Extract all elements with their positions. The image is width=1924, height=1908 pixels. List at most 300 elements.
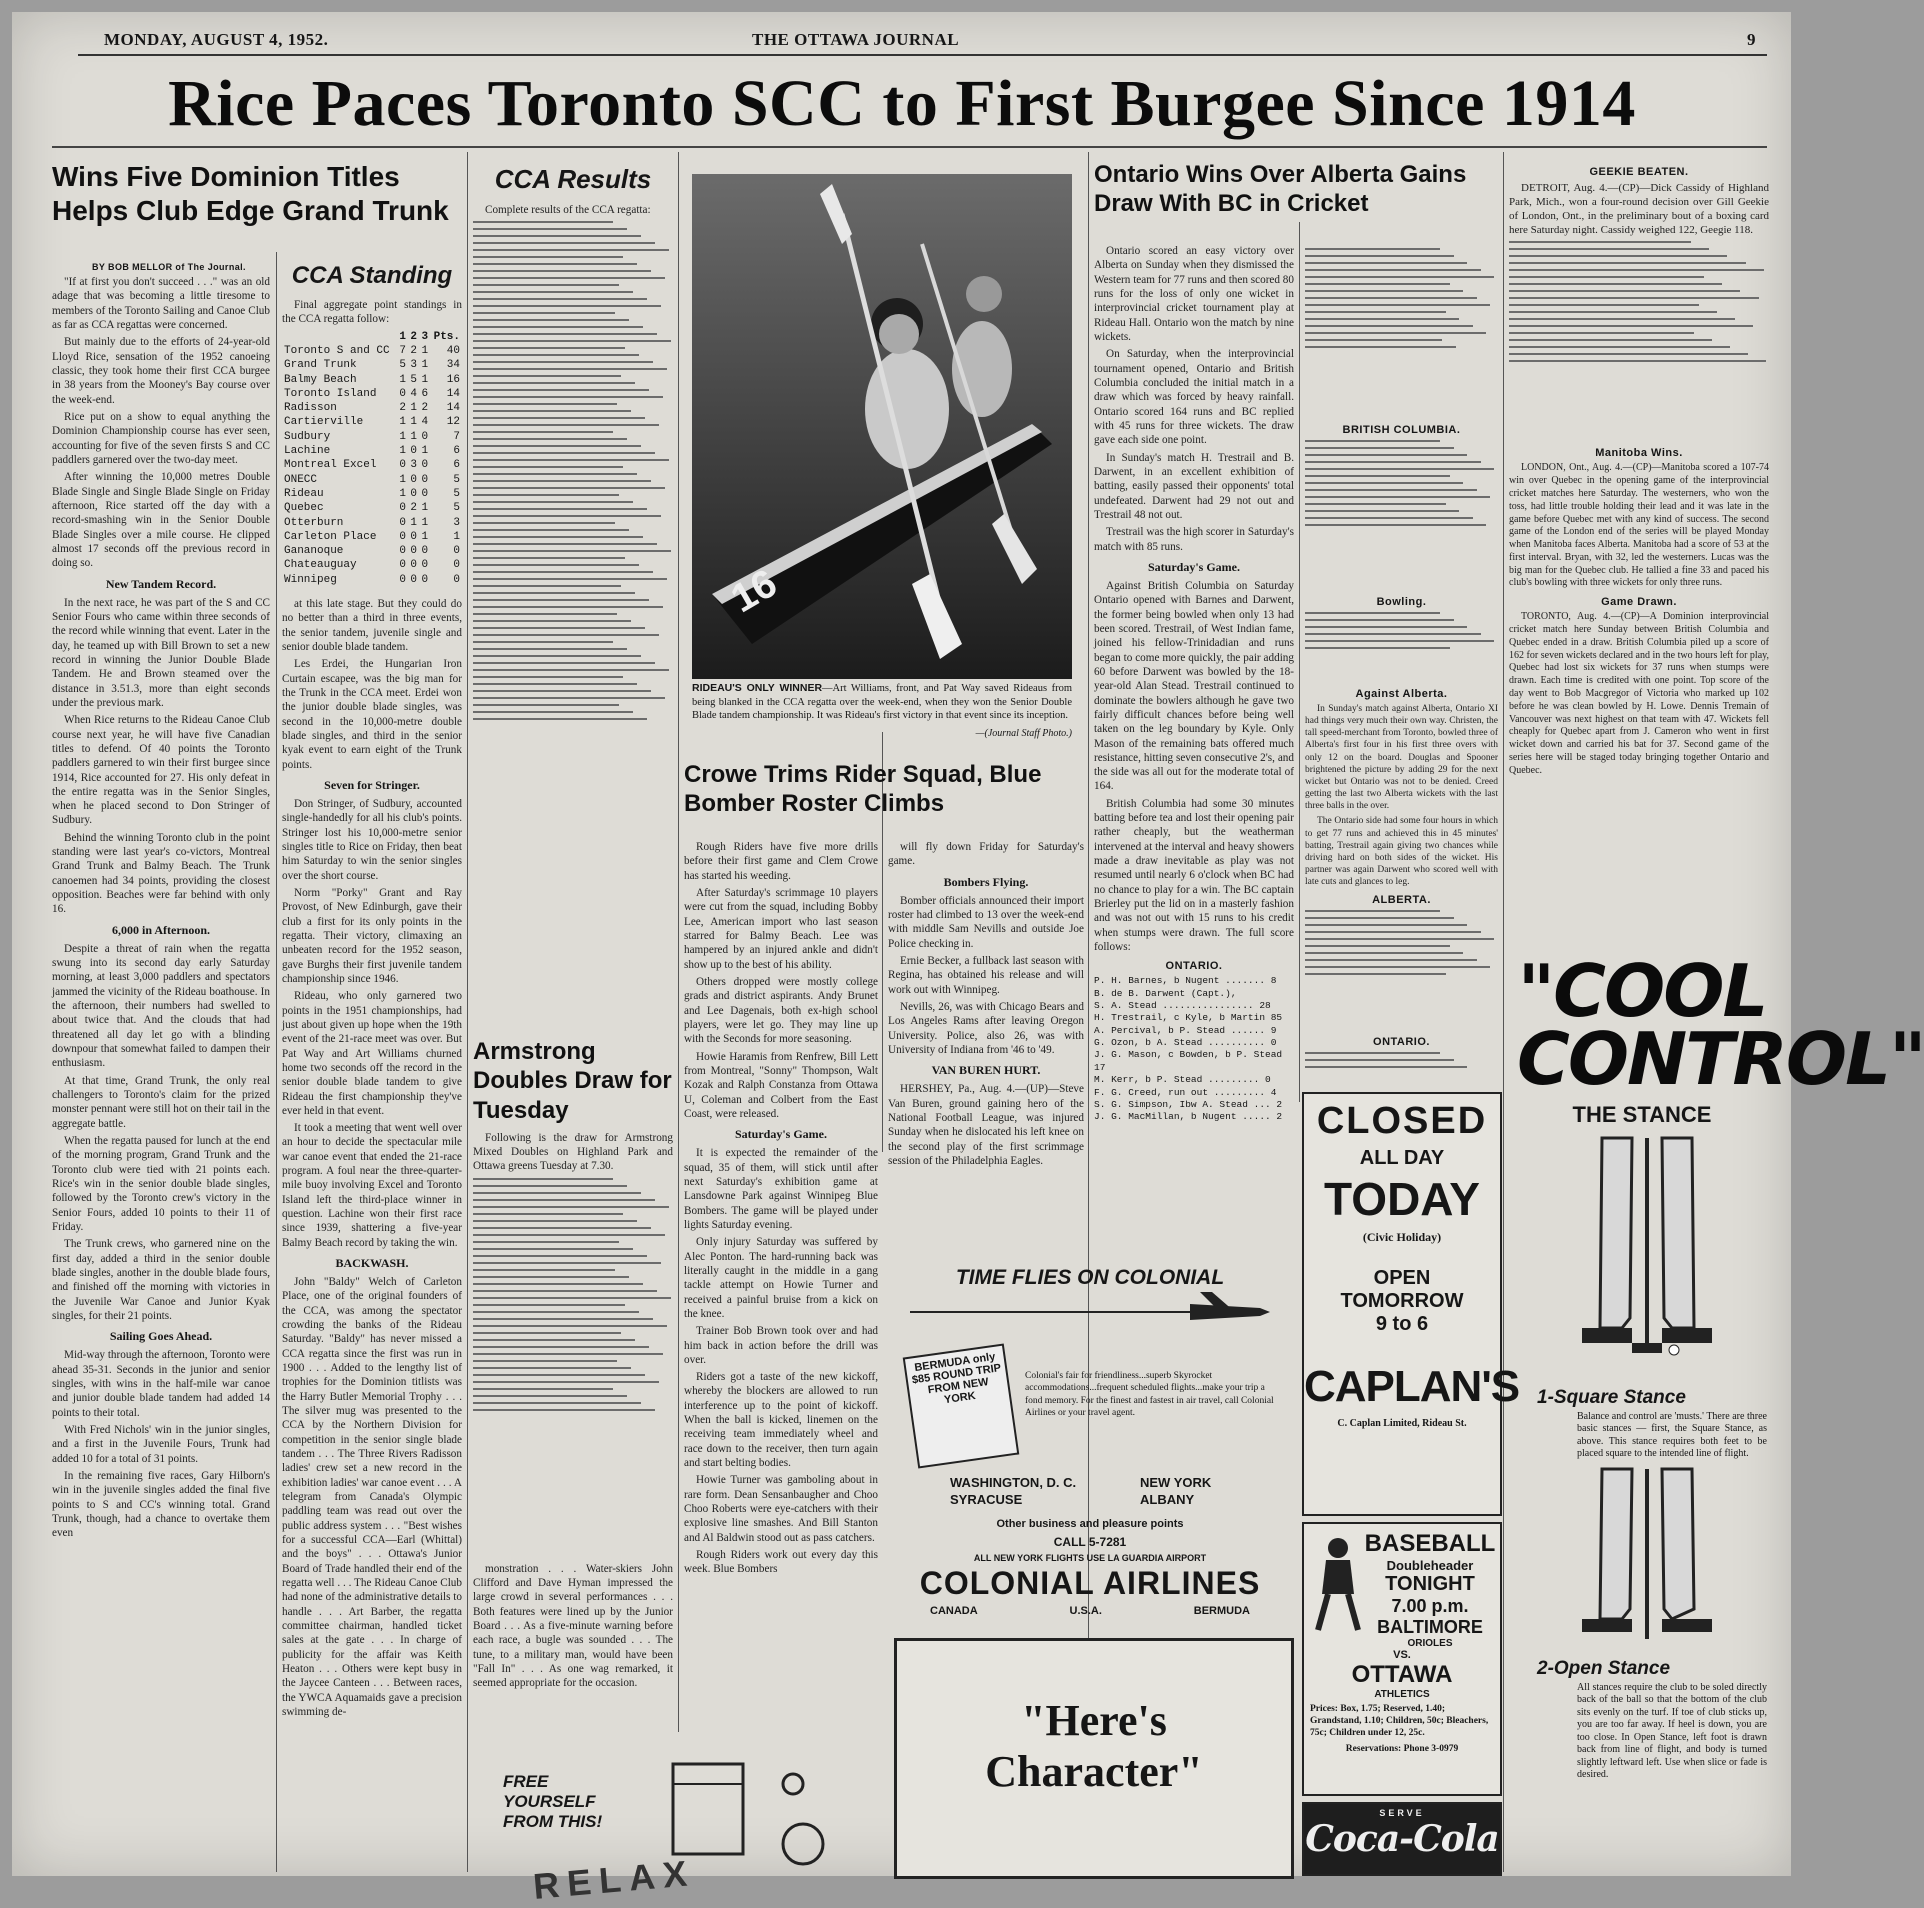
story-paragraph: With Fred Nichols' win in the junior singles, and a first in the Juvenile Fours, Trunk had added 10 for a total of 31 points. bbox=[52, 1423, 270, 1465]
standing-cell: Toronto Island bbox=[284, 387, 377, 400]
illegible-line bbox=[1305, 510, 1459, 512]
armstrong-intro: Following is the draw for Armstrong Mixed Doubles on Highland Park and Ottawa greens Tuesday at 7.30. bbox=[473, 1131, 673, 1173]
illegible-line bbox=[1509, 262, 1746, 264]
story-paragraph: Rideau, who only garnered two points in the 1951 championships, had just about given up hope when the 19th event of the 21-race meet was over. But Pat Way and Art Williams churned home two seconds off the record in the senior double blade tandem to give Rideau the first championship they've ever held in that event. bbox=[282, 990, 462, 1117]
illegible-line bbox=[1305, 468, 1494, 470]
results-headline: CCA Results bbox=[494, 164, 652, 194]
illegible-line bbox=[473, 389, 649, 391]
crowe-headline-block bbox=[684, 760, 1084, 835]
story-paragraph: Others dropped were mostly college grads and district aspirants. Andy Brunet and Lee Dagenais, both ex-high school players, were let go. They may line up with the Seconds for more seasoning. bbox=[684, 975, 878, 1046]
illegible-line bbox=[473, 305, 661, 307]
standing-cell: Grand Trunk bbox=[284, 359, 357, 372]
drawn-headline: Game Drawn. bbox=[1601, 596, 1677, 609]
standing-cell: 1 bbox=[399, 373, 406, 386]
manitoba-headline: Manitoba Wins. bbox=[1595, 447, 1683, 460]
standing-cell: Montreal Excel bbox=[284, 459, 377, 472]
stance-title: THE STANCE bbox=[1572, 1101, 1712, 1127]
standing-cell: 0 bbox=[410, 545, 418, 558]
standing-cell: 0 bbox=[399, 459, 406, 472]
scorecard-line: B. de B. Darwent (Capt.), bbox=[1094, 987, 1237, 999]
illegible-line bbox=[1305, 938, 1494, 940]
column-rule bbox=[467, 152, 468, 1872]
closed-text: CLOSED bbox=[1316, 1100, 1488, 1142]
illegible-line bbox=[1305, 269, 1481, 271]
standing-cell: 1 bbox=[410, 416, 418, 429]
illegible-line bbox=[1509, 290, 1740, 292]
standing-intro: Final aggregate point standings in the CCA regatta follow: bbox=[282, 299, 462, 326]
illegible-line bbox=[473, 277, 665, 279]
illegible-line bbox=[473, 284, 619, 286]
standing-cell: 1 bbox=[399, 487, 406, 500]
holiday-text: (Civic Holiday) bbox=[1362, 1230, 1442, 1244]
standing-cell: 0 bbox=[421, 459, 429, 472]
story-paragraph: Rice put on a show to equal anything the Dominion Championship course has ever seen, accounting for five of the seven firsts S and CC paddlers garnered over the two-day meet. bbox=[52, 410, 270, 466]
illegible-line bbox=[1305, 966, 1490, 968]
standing-cell: 3 bbox=[410, 459, 418, 472]
illegible-line bbox=[473, 515, 661, 517]
story-paragraph: Trainer Bob Brown took over and had him back in action before the drill was over. bbox=[684, 1325, 878, 1366]
standing-cell: 1 bbox=[421, 373, 429, 386]
armstrong-column bbox=[473, 1037, 673, 1737]
illegible-line bbox=[473, 522, 615, 524]
illegible-line bbox=[473, 1388, 613, 1390]
illegible-line bbox=[1305, 454, 1467, 456]
caption-text: —Art Williams, front, and Pat Way saved Rideaus from being blanked in the CCA regatta over the week-end, when they won the Senior Double Blade tandem championship. It was Rideau's first victory in that event since its inception. bbox=[692, 683, 1072, 722]
story-paragraph: Howie Turner was gamboling about in rare form. Dean Sensanbaugher and Choo Choo Roberts were eye-catchers with their explosive line smashes. And Bill Stanton and Al Baldwin stood out as pass catchers. bbox=[684, 1474, 878, 1544]
illegible-line bbox=[473, 648, 627, 650]
standing-cell: 0 bbox=[399, 387, 406, 400]
illegible-line bbox=[1305, 318, 1459, 320]
illegible-line bbox=[473, 599, 649, 601]
scorecard bbox=[1094, 975, 1294, 1123]
illegible-line bbox=[1305, 332, 1486, 334]
coca-cola-logo: Coca-Cola bbox=[1305, 1818, 1499, 1860]
illegible-line bbox=[1305, 304, 1490, 306]
illegible-line bbox=[1305, 1059, 1454, 1061]
illegible-line bbox=[473, 718, 647, 720]
scorecard-listing bbox=[1305, 440, 1498, 590]
results-listing bbox=[473, 221, 673, 720]
standing-cell: 0 bbox=[421, 487, 429, 500]
standing-cell: 1 bbox=[421, 445, 429, 458]
illegible-line bbox=[1509, 325, 1753, 327]
illegible-line bbox=[473, 606, 663, 608]
bc-header: BRITISH COLUMBIA. bbox=[1342, 424, 1461, 436]
subhead: Saturday's Game. bbox=[734, 1127, 827, 1142]
scorecard-listing bbox=[1509, 241, 1769, 441]
illegible-line bbox=[473, 1276, 629, 1278]
illegible-line bbox=[1305, 311, 1446, 313]
story-paragraph: Only injury Saturday was suffered by Alec Ponton. The hard-running back was literally caught in the middle in a gang tackle attempt on Howie Turner and received a painful bruise from a kick on the knee. bbox=[684, 1236, 878, 1320]
story-paragraph: It took a meeting that went well over an hour to decide the spectacular mile war canoe event that ended the 21-race program. A foul near the three-quarter-mile buoy involving Excel and Toronto Island left the third-place winner in question. Lachine won their first race since 1939, shattering a five-year Balmy Beach record by taking the win. bbox=[282, 1122, 462, 1249]
illegible-line bbox=[473, 340, 671, 342]
illegible-line bbox=[473, 221, 613, 223]
story-paragraph: Ernie Becker, a fullback last season with Regina, has obtained his release and will work out with Winnipeg. bbox=[888, 954, 1084, 996]
illegible-line bbox=[1509, 269, 1764, 271]
caption-lead: RIDEAU'S ONLY WINNER bbox=[692, 682, 823, 694]
illegible-line bbox=[1305, 489, 1477, 491]
standing-cell: 1 bbox=[421, 502, 429, 515]
standing-cell: Radisson bbox=[284, 402, 337, 415]
standing-row bbox=[282, 373, 462, 387]
standing-col-header: 3 bbox=[421, 330, 429, 343]
baseball-ad bbox=[1302, 1522, 1502, 1796]
illegible-line bbox=[473, 655, 641, 657]
standing-row bbox=[282, 473, 462, 487]
standing-cell: 4 bbox=[410, 387, 418, 400]
story-paragraph: British Columbia had some 30 minutes batting before tea and lost their opening pair rather cheaply, but the weatherman intervened at the interval and heavy showers made a draw inevitable as play was not resumed until nearly 6 o'clock when BC had no chance to play for a win. The BC captain Brierley put the lid on in a masterly fashion and was not out with 15 runs to his credit when stumps were drawn. The full score follows: bbox=[1094, 797, 1294, 954]
standing-col-header: 1 bbox=[399, 330, 406, 343]
standing-row bbox=[282, 430, 462, 444]
illegible-line bbox=[1305, 325, 1473, 327]
scorecard-line: F. G. Creed, run out ......... 4 bbox=[1094, 1086, 1277, 1098]
illegible-line bbox=[473, 333, 657, 335]
illegible-line bbox=[1305, 917, 1454, 919]
subhead: Sailing Goes Ahead. bbox=[109, 1329, 213, 1344]
standing-cell: 1 bbox=[453, 530, 460, 543]
story-paragraph: Against British Columbia on Saturday Ontario opened with Barnes and Darwent, the former being bowled when only 13 had been scored. Trestrail, of West Indian fame, joined his fellow-Trinidadian and runs began to come more quickly, the pair adding 60 before Darwent was bowled by the 18-year-old Alan Stead. Trestrail continued to dominate the bowlers although he gave two fairly difficult chances before being well taken on the leg boundary by Kyle. Only Mason of the remaining bats offered much resistance, hitting seven consecutive 2's, and the side was all out for the moderate total of 164. bbox=[1094, 579, 1294, 793]
illegible-line bbox=[1509, 297, 1759, 299]
standing-cell: 5 bbox=[453, 487, 460, 500]
standing-cell: 0 bbox=[399, 573, 406, 586]
standing-cell: 0 bbox=[421, 573, 429, 586]
standing-row bbox=[282, 415, 462, 429]
illegible-line bbox=[473, 396, 663, 398]
illegible-line bbox=[473, 529, 629, 531]
standing-cell: 1 bbox=[421, 359, 429, 372]
illegible-line bbox=[1305, 276, 1494, 278]
illegible-line bbox=[1305, 482, 1463, 484]
baseball-title: BASEBALL bbox=[1364, 1530, 1496, 1557]
standing-cell: Sudbury bbox=[284, 430, 331, 443]
standing-row bbox=[282, 401, 462, 415]
standing-table bbox=[282, 330, 462, 587]
illegible-line bbox=[473, 669, 669, 671]
ontario-header: ONTARIO. bbox=[1373, 1036, 1430, 1049]
illegible-line bbox=[1305, 640, 1494, 642]
alberta-header: ALBERTA. bbox=[1372, 894, 1431, 907]
illegible-line bbox=[1305, 619, 1454, 621]
standing-cell: ONECC bbox=[284, 473, 318, 486]
standing-cell: 0 bbox=[453, 545, 460, 558]
standing-cell: Cartierville bbox=[284, 416, 364, 429]
team2-nickname: ATHLETICS bbox=[1374, 1689, 1430, 1700]
story-paragraph: Rough Riders have five more drills before their first game and Clem Crowe has started his weeding. bbox=[684, 841, 878, 882]
standing-cell: 5 bbox=[410, 373, 418, 386]
illegible-line bbox=[473, 1325, 667, 1327]
standing-cell: Lachine bbox=[284, 445, 331, 458]
illegible-line bbox=[473, 354, 639, 356]
subhead: BACKWASH. bbox=[335, 1256, 409, 1271]
standing-cell: 34 bbox=[446, 359, 460, 372]
illegible-line bbox=[1509, 346, 1730, 348]
colonial-promo: Colonial's fair for friendliness...superb Skyrocket accommodations...frequent scheduled flights...make your trip a fond memory. For the finest and fastest in air travel, call Colonial Airlines or your travel agent. bbox=[1025, 1371, 1274, 1419]
illegible-line bbox=[473, 571, 653, 573]
illegible-line bbox=[1305, 262, 1467, 264]
standing-row bbox=[282, 444, 462, 458]
results-intro: Complete results of the CCA regatta: bbox=[485, 204, 651, 216]
standing-cell: 7 bbox=[453, 430, 460, 443]
illegible-line bbox=[1509, 241, 1691, 243]
story-paragraph: It is expected the remainder of the squad, 35 of them, will stick until after next Saturday's exhibition game at Lansdowne Park against Winnipeg Blue Bombers. The game will be played under lights Saturday evening. bbox=[684, 1147, 878, 1231]
illegible-line bbox=[1509, 318, 1735, 320]
illegible-line bbox=[473, 298, 647, 300]
standing-cell: 0 bbox=[399, 502, 406, 515]
standing-col-header: Pts. bbox=[433, 330, 460, 343]
briefs-column bbox=[1509, 160, 1769, 940]
illegible-line bbox=[473, 1367, 631, 1369]
illegible-line bbox=[473, 361, 653, 363]
byline: BY BOB MELLOR of The Journal. bbox=[92, 262, 246, 272]
standing-cell: Balmy Beach bbox=[284, 373, 357, 386]
boat-number: 16 bbox=[723, 560, 785, 622]
story-paragraph: In the next race, he was part of the S and CC Senior Fours who came within three seconds of the record while winning that event. Later in the day, he teamed up with Bill Brown to set a new record in winning the Junior Double Blade Tandem. He and Brown steamed over the distance in 3.51.3, more than eight seconds under the previous mark. bbox=[52, 596, 270, 709]
standing-cell: 5 bbox=[453, 473, 460, 486]
standing-cell: 6 bbox=[421, 387, 429, 400]
story-paragraph: Trestrail was the high scorer in Saturday's match with 85 runs. bbox=[1094, 526, 1294, 553]
photo-credit: —(Journal Staff Photo.) bbox=[975, 727, 1072, 739]
geekie-story: DETROIT, Aug. 4.—(CP)—Dick Cassidy of Highland Park, Mich., won a four-round decision over Gill Geekie of London, Ont., in the preliminary bout of a boxing card here Saturday night. Cassidy weighed 122, Geegie 118. bbox=[1509, 182, 1769, 237]
story-paragraph: When Rice returns to the Rideau Canoe Club course next year, he will have five Canadian titles to defend. Of 40 points the Toronto paddlers garnered to win their first burgee since 1914, Rice accounted for 27. His only defeat in the entire regatta was in the Senior Singles, when he placed second to Don Stringer of Sudbury. bbox=[52, 714, 270, 827]
standing-cell: Gananoque bbox=[284, 545, 344, 558]
armstrong-draw-listing bbox=[473, 1178, 673, 1558]
illegible-line bbox=[473, 1185, 627, 1187]
illegible-line bbox=[473, 1283, 643, 1285]
illegible-line bbox=[473, 1297, 671, 1299]
illegible-line bbox=[473, 473, 637, 475]
standing-cell: 0 bbox=[453, 573, 460, 586]
lead-headline-block bbox=[52, 160, 462, 260]
standing-cell: 0 bbox=[453, 559, 460, 572]
standing-cell: 1 bbox=[399, 473, 406, 486]
scorecard-line: S. G. Simpson, Ibw A. Stead ... 2 bbox=[1094, 1098, 1283, 1110]
standing-column bbox=[282, 258, 462, 1868]
illegible-line bbox=[473, 634, 659, 636]
illegible-line bbox=[1509, 248, 1709, 250]
illegible-line bbox=[473, 711, 633, 713]
illegible-line bbox=[1305, 283, 1450, 285]
illegible-line bbox=[1305, 924, 1467, 926]
story-paragraph: Behind the winning Toronto club in the point standing were last year's co-victors, Montreal Grand Trunk and Balmy Beach. The Trunk canoemen had 34 points, providing the closest opposition. Beaches were far behind with only 16. bbox=[52, 831, 270, 916]
hours-text: 9 to 6 bbox=[1375, 1313, 1429, 1335]
standing-row bbox=[282, 501, 462, 515]
story-paragraph: Rough Riders work out every day this week. Blue Bombers bbox=[684, 1549, 878, 1576]
story-paragraph: Despite a threat of rain when the regatta swung into its second day early Saturday morning, at least 3,000 paddlers and spectators jammed the vicinity of the Rideau boathouse. In the afternoon, their numbers had swelled to about twice that. And the clouds that had threatened all day let go with a blinding downpour that somewhat failed to dampen their enthusiasm. bbox=[52, 942, 270, 1070]
story-paragraph: The Trunk crews, who garnered nine on the first day, added a third in the senior double blade singles, another in the double blade fours, and finished off the morning with victories in the Juvenile War Canoe and Junior Kyak singles, for their 21 points. bbox=[52, 1238, 270, 1322]
free-yourself-text: FREE YOURSELF FROM THIS! bbox=[503, 1772, 603, 1831]
standing-cell: 3 bbox=[453, 516, 460, 529]
vanburen-story: HERSHEY, Pa., Aug. 4.—(UP)—Steve Van Buren, ground gaining hero of the National Football League, was injured Sunday when he dislocated his left knee on the second play of the first scrimmage session of the Philadelphia Eagles. bbox=[888, 1083, 1084, 1167]
illegible-line bbox=[473, 291, 633, 293]
standing-cell: 0 bbox=[410, 530, 418, 543]
scorecard-line: H. Trestrail, c Kyle, b Martin 85 bbox=[1094, 1012, 1283, 1024]
standing-row bbox=[282, 344, 462, 358]
story-paragraph: Nevills, 26, was with Chicago Bears and Los Angeles Rams after leaving Oregon University. Police, also 26, was with University of Indiana from '46 to '49. bbox=[888, 1000, 1084, 1056]
illegible-line bbox=[1305, 475, 1450, 477]
illegible-line bbox=[473, 494, 619, 496]
open-text: OPEN bbox=[1373, 1267, 1431, 1289]
illegible-line bbox=[1305, 973, 1446, 975]
standing-cell: Rideau bbox=[284, 487, 324, 500]
illegible-line bbox=[473, 1346, 649, 1348]
story-paragraph: Ontario scored an easy victory over Alberta on Sunday when they dismissed the Western team for 77 runs and then scored 80 runs for the loss of only one wicket in interprovincial cricket tournament play at Rideau Hall. Ontario won the match by nine wickets. bbox=[1094, 245, 1294, 343]
story-paragraph: Howie Haramis from Renfrew, Bill Lett from Montreal, "Sonny" Thompson, Walt Kozak and Ralph Constanza from Ottawa U, Coleman and Colbert from the East Coast, were released. bbox=[684, 1050, 878, 1120]
illegible-line bbox=[473, 1220, 637, 1222]
story-paragraph: After winning the 10,000 metres Double Blade Single and Single Blade Single on Friday afternoon, Rice started off the day with a record-smashing win in the Senior Double Blade Singles over a mile course. He clipped almost 17 seconds off the previous record in doing so. bbox=[52, 471, 270, 570]
standing-cell: 40 bbox=[446, 344, 460, 357]
team2: OTTAWA bbox=[1351, 1661, 1453, 1688]
against-text: In Sunday's match against Alberta, Ontario XI had things very much their own way. Christen, the tall speed-merchant from Toronto, bowled three of Alberta's first four in his first three overs with only 12 on the board. Douglas and Spooner brightened the picture by adding 29 for the next wicket but Ontario was not to be denied. Creed getting the last two Alberta wickets with the last three balls in the over. bbox=[1305, 704, 1498, 812]
illegible-line bbox=[473, 424, 659, 426]
illegible-line bbox=[1305, 447, 1454, 449]
colonial-slogan: TIME FLIES ON COLONIAL bbox=[955, 1266, 1225, 1289]
square-stance-label: 1-Square Stance bbox=[1537, 1386, 1686, 1408]
standing-cell: 0 bbox=[410, 473, 418, 486]
illegible-line bbox=[473, 1409, 655, 1411]
illegible-line bbox=[473, 375, 621, 377]
bowling-figures bbox=[1305, 612, 1498, 682]
colonial-phone: CALL 5-7281 bbox=[1053, 1535, 1127, 1549]
illegible-line bbox=[1509, 283, 1722, 285]
bermuda-offer: BERMUDA only $85 ROUND TRIP FROM NEW YORK bbox=[903, 1343, 1020, 1468]
standing-cell: 1 bbox=[421, 516, 429, 529]
standing-col-header bbox=[282, 330, 397, 344]
illegible-line bbox=[473, 1248, 633, 1250]
standing-cell: 6 bbox=[453, 459, 460, 472]
illegible-line bbox=[473, 459, 669, 461]
standing-cell: 0 bbox=[410, 573, 418, 586]
against-header: Against Alberta. bbox=[1355, 688, 1448, 700]
illegible-line bbox=[1305, 503, 1446, 505]
illegible-line bbox=[1305, 910, 1440, 912]
drawn-story: TORONTO, Aug. 4.—(CP)—A Dominion interprovincial cricket match here Sunday between British Columbia and Quebec ended in a draw. British Columbia piled up a score of 162 for seven wickets declared and in the two hours left for play, Quebec had lost six wickets for 37 runs when stumps were drawn. Each time is credited with one point. Top score of the day went to Bob Macgregor of Victoria who marked up 102 before he was clean bowled by H. Lowe. Dennis Tremain of Vancouver was next highest on that team with 47. Wickets fell cheaply for Quebec apart from J. Cameron who went in first wicket down and carried his bat for 37. Second game of the series here will be staged today bringing together Ontario and Quebec. bbox=[1509, 611, 1769, 776]
standing-cell: 14 bbox=[446, 387, 460, 400]
illegible-line bbox=[473, 1339, 635, 1341]
illegible-line bbox=[1509, 339, 1712, 341]
illegible-line bbox=[473, 1178, 613, 1180]
standing-cell: 0 bbox=[410, 559, 418, 572]
region: BERMUDA bbox=[1193, 1605, 1250, 1617]
story-paragraph: In the remaining five races, Gary Hilborn's win in the juvenile singles added the final five points to S and CC's winning total. Grand Trunk, though, had a chance to overtake them even bbox=[52, 1469, 270, 1540]
illegible-line bbox=[473, 543, 657, 545]
standing-cell: 2 bbox=[421, 402, 429, 415]
standing-cell: 1 bbox=[421, 344, 429, 357]
colonial-destinations bbox=[950, 1475, 1250, 1509]
illegible-line bbox=[1305, 945, 1450, 947]
illegible-line bbox=[1305, 633, 1481, 635]
scorecard-listing bbox=[1305, 910, 1498, 1030]
subhead: New Tandem Record. bbox=[105, 576, 217, 591]
illegible-line bbox=[473, 1213, 623, 1215]
illegible-line bbox=[473, 326, 643, 328]
illegible-line bbox=[473, 235, 641, 237]
illegible-line bbox=[1509, 353, 1748, 355]
standing-cell: 5 bbox=[453, 502, 460, 515]
illegible-line bbox=[473, 620, 631, 622]
issue-date: MONDAY, AUGUST 4, 1952. bbox=[104, 30, 329, 49]
illegible-line bbox=[1305, 517, 1473, 519]
standing-cell: 0 bbox=[410, 445, 418, 458]
illegible-line bbox=[1509, 276, 1704, 278]
geekie-headline: GEEKIE BEATEN. bbox=[1589, 166, 1689, 178]
cool-control-ad bbox=[1517, 949, 1924, 1782]
standing-cell: Chateauguay bbox=[284, 559, 357, 572]
story-paragraph: In Sunday's match H. Trestrail and B. Darwent, in an excellent exhibition of batting, easily passed their opponents' total undefeated. Darwent had 29 not out and Trestrail 48 not out. bbox=[1094, 451, 1294, 521]
standing-cell: 0 bbox=[421, 559, 429, 572]
story-paragraph: Mid-way through the afternoon, Toronto were ahead 35-31. Seconds in the junior and senior singles, with wins in the half-mile war canoe and junior double blade tandem had added 14 points to their total. bbox=[52, 1349, 270, 1419]
store-line: C. Caplan Limited, Rideau St. bbox=[1337, 1418, 1467, 1429]
illegible-line bbox=[1305, 952, 1463, 954]
illegible-line bbox=[1305, 647, 1450, 649]
illegible-line bbox=[473, 557, 625, 559]
illegible-line bbox=[473, 1241, 619, 1243]
standing-cell: 14 bbox=[446, 402, 460, 415]
standing-cell: 12 bbox=[446, 416, 460, 429]
lead-headline: Wins Five Dominion Titles Helps Club Edge Grand Trunk bbox=[52, 161, 449, 227]
team1: BALTIMORE bbox=[1377, 1617, 1483, 1637]
illegible-line bbox=[473, 256, 623, 258]
subhead: Seven for Stringer. bbox=[324, 777, 420, 792]
relax-text: RELAX bbox=[531, 1852, 697, 1907]
illegible-line bbox=[473, 501, 633, 503]
illegible-line bbox=[473, 452, 655, 454]
store-name: CAPLAN'S bbox=[1304, 1362, 1520, 1411]
standing-col-header: 2 bbox=[410, 330, 418, 343]
illegible-line bbox=[473, 613, 617, 615]
illegible-line bbox=[473, 1192, 641, 1194]
illegible-line bbox=[473, 1206, 669, 1208]
illegible-line bbox=[473, 480, 651, 482]
illegible-line bbox=[473, 641, 613, 643]
illegible-line bbox=[1305, 290, 1463, 292]
scorecard-listing bbox=[1305, 1052, 1498, 1082]
illegible-line bbox=[473, 445, 641, 447]
standing-cell: 0 bbox=[421, 473, 429, 486]
story-paragraph: When the regatta paused for lunch at the end of the morning program, Grand Trunk and the Toronto club were tied with 21 points each. Rice's win in the senior double blade singles, followed by the Toronto crew's victory in the Senior Fours, added 10 points to their 11 of Friday. bbox=[52, 1135, 270, 1234]
illegible-line bbox=[473, 249, 669, 251]
colonial-name: COLONIAL AIRLINES bbox=[919, 1565, 1261, 1601]
column-rule bbox=[276, 252, 277, 1872]
team1-nickname: ORIOLES bbox=[1407, 1638, 1453, 1649]
standing-cell: Otterburn bbox=[284, 516, 344, 529]
story-paragraph: John "Baldy" Welch of Carleton Place, one of the original founders of the CCA, was among the spectator crowding the banks of the Rideau Saturday. "Baldy" has never missed a CCA regatta since the first was run in 1900 . . . Added to the lengthy list of trophies for the Dominion titlists was the Harry Butler Memorial Trophy . . . The silver mug was presented to the CCA by the Northern Division for competition in the senior single blade tandem . . . The Three Rivers Radisson ladies' crew set a new record in the exhibition ladies' war canoe event . . . A telegram from Canada's Olympic paddling team was read out over the public address system . . . "Best wishes for a successful CCA—Earl (Whittal) and the boys" . . . Ottawa's Junior Board of Trade handled their end of the regatta well . . . The Rideau Canoe Club had none of the administrative details to handle . . . Art Barber, the regatta committee chairman, handled ticket sales at the gate . . . In charge of publicity for the affair was Keith Heaton . . . Others were kept busy in the Jaycee Canteen . . . Between races, the YWCA Aquamaids gave a precision swimming de- bbox=[282, 1276, 462, 1718]
baseball-player-icon bbox=[1310, 1534, 1366, 1634]
standing-cell: Winnipeg bbox=[284, 573, 337, 586]
story-paragraph: will fly down Friday for Saturday's game. bbox=[888, 841, 1084, 868]
standing-row bbox=[282, 573, 462, 587]
standing-cell: Toronto S and CC bbox=[284, 344, 390, 357]
illegible-line bbox=[1509, 255, 1727, 257]
game-time: 7.00 p.m. bbox=[1391, 1596, 1469, 1616]
cool-control-brand: "COOL CONTROL" bbox=[1517, 949, 1924, 1102]
standing-cell: 6 bbox=[453, 445, 460, 458]
illegible-line bbox=[473, 536, 643, 538]
page-number: 9 bbox=[1747, 30, 1756, 49]
standing-cell: 4 bbox=[421, 416, 429, 429]
colonial-airlines-ad bbox=[890, 1260, 1290, 1630]
standing-row bbox=[282, 358, 462, 372]
illegible-line bbox=[473, 1234, 665, 1236]
illegible-line bbox=[473, 487, 665, 489]
illegible-line bbox=[473, 550, 671, 552]
illegible-line bbox=[473, 242, 655, 244]
illegible-line bbox=[473, 1318, 653, 1320]
vs-text: VS. bbox=[1393, 1649, 1411, 1661]
illegible-line bbox=[1305, 1052, 1440, 1054]
standing-cell: 0 bbox=[399, 516, 406, 529]
square-stance-text: Balance and control are 'musts.' There are three basic stances — first, the Square Stance, as above. This stance requires both feet to be placed square to the intended line of flight. bbox=[1577, 1410, 1767, 1460]
colonial-other: Other business and pleasure points bbox=[996, 1518, 1184, 1530]
